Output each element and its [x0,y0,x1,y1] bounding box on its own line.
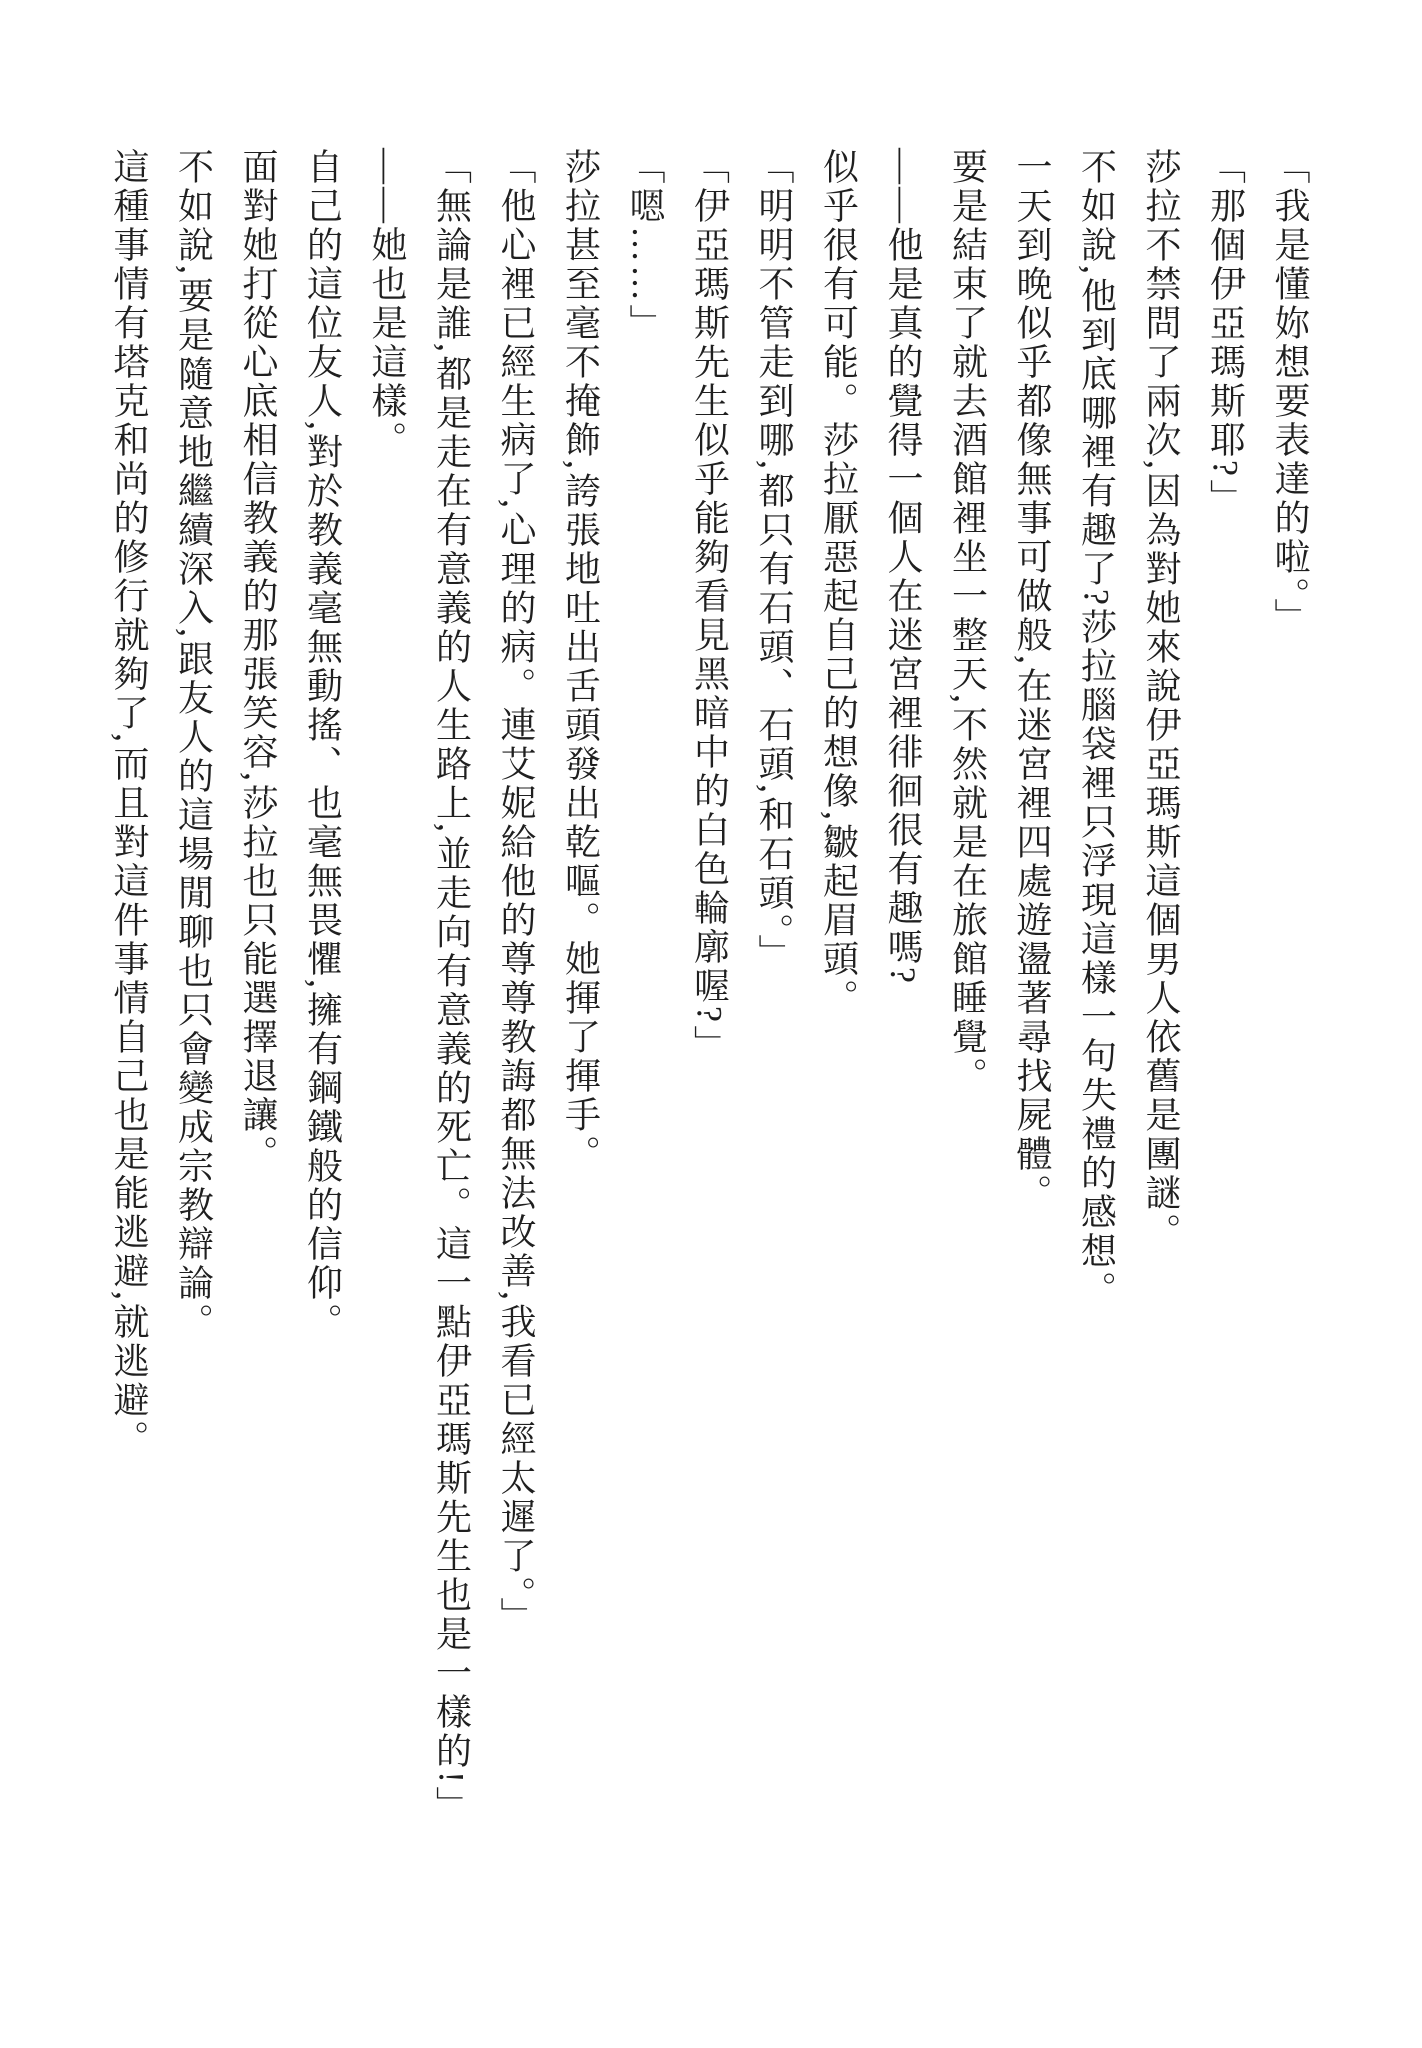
paragraph-line: 要是結束了就去酒館裡坐一整天,不然就是在旅館睡覺。 [947,148,988,1096]
paragraph-line: 「他心裡已經生病了,心理的病。連艾妮給他的尊尊教誨都無法改善,我看已經太遲了。」 [496,148,536,1636]
paragraph-line: 「伊亞瑪斯先生似乎能夠看見黑暗中的白色輪廓喔?」 [689,148,730,1064]
paragraph-line: 面對她打從心底相信教義的那張笑容,莎拉也只能選擇退讓。 [238,148,278,1174]
paragraph-line: 「無論是誰,都是走在有意義的人生路上,並走向有意義的死亡。這一點伊亞瑪斯先生也是一樣的!」 [431,148,472,1825]
paragraph-line: 似乎很有可能。莎拉厭惡起自己的想像,皺起眉頭。 [818,148,859,1018]
paragraph-line: 這種事情有塔克和尚的修行就夠了,而且對這件事情自己也是能逃避,就逃避。 [109,148,149,1459]
paragraph-line: 「那個伊亞瑪斯耶?」 [1205,148,1246,518]
paragraph-line: 不如說,他到底哪裡有趣了?莎拉腦袋裡只浮現這樣一句失禮的感想。 [1076,148,1117,1310]
paragraph-line: ——他是真的覺得一個人在迷宮裡徘徊很有趣嗎? [883,148,923,986]
paragraph-line: 「嗯……」 [625,148,665,343]
paragraph-line: 莎拉甚至毫不掩飾,誇張地吐出舌頭發出乾嘔。她揮了揮手。 [560,148,601,1174]
paragraph-line: 自己的這位友人,對於教義毫無動搖、也毫無畏懼,擁有鋼鐵般的信仰。 [302,148,343,1342]
paragraph-line: ——她也是這樣。 [367,148,407,460]
vertical-text-block [97,148,1323,1968]
paragraph-line: 莎拉不禁問了兩次,因為對她來說伊亞瑪斯這個男人依舊是團謎。 [1141,148,1181,1252]
paragraph-line: 一天到晚似乎都像無事可做般,在迷宮裡四處遊盪著尋找屍體。 [1012,148,1052,1213]
paragraph-line: 「我是懂妳想要表達的啦。」 [1270,148,1310,637]
paragraph-line: 不如說,要是隨意地繼續深入,跟友人的這場閒聊也只會變成宗教辯論。 [173,148,214,1342]
paragraph-line: 「明明不管走到哪,都只有石頭、石頭,和石頭。」 [754,148,794,973]
